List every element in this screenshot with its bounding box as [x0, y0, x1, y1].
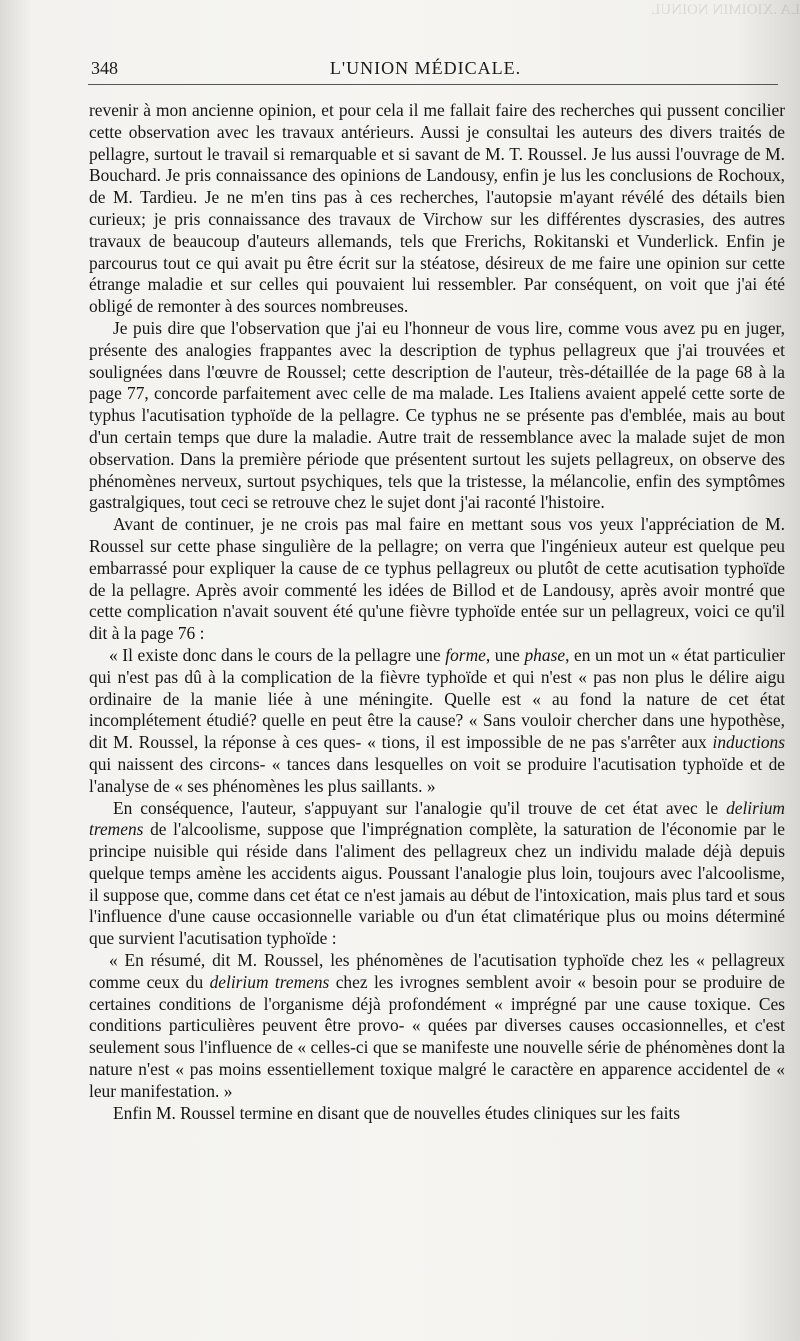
text-run: Je puis dire que l'observation que j'ai eu l'honneur de vous lire, comme vous avez pu en juger, présente des analogies frappantes avec la description de typhus pellagreux que j'ai trouvées et soulignées dans l'œuvre de Roussel; cette description de l'auteur, très-détaillée de la page 68 à la page 77, concorde parfaitement avec celle de ma malade. Les Italiens avaient appelé cette sorte de typhus l'acutisation typhoïde de la pellagre. Ce typhus ne se présente pas d'emblée, mais au bout d'un certain temps que dure la maladie. Autre trait de ressemblance avec la malade sujet de mon observation. Dans la première période que présentent surtout les sujets pellagreux, on observe des phénomènes nerveux, surtout psychiques, tels que la tristesse, la mélancolie, enfin des symptômes gastralgiques, tout ceci se retrouve chez le sujet dont j'ai raconté l'histoire. [89, 317, 785, 513]
italic-text: delirium tremens [209, 971, 330, 992]
header-rule [88, 84, 778, 85]
text-run: , une [485, 644, 525, 665]
quote-paragraph [89, 950, 785, 1103]
running-title: L'UNION MÉDICALE. [329, 58, 522, 78]
text-run: Avant de continuer, je ne crois pas mal faire en mettant sous vos yeux l'appréciation de M. Roussel sur cette phase singulière de la pellagre; on verra que l'ingénieux auteur est quelque peu embarrassé pour expliquer la cause de ce typhus pellagreux ou plutôt de cette acutisation typhoïde de la pellagre. Après avoir commenté les idées de Billod et de Landousy, après avoir montré que cette complication n'avait souvent été qu'une fièvre typhoïde entée sur un pellagreux, voici ce qu'il dit à la page 76 : [89, 514, 785, 644]
paragraph [89, 318, 785, 514]
italic-text: phase [524, 644, 566, 665]
paragraph [89, 1103, 785, 1125]
paragraph [89, 798, 785, 951]
text-run: , en un mot un « état particulier qui n'est pas dû à la complication de la fièvre typhoïde et qui n'est « pas non plus le délire aigu ordinaire de la manie liée à une méningite. Quelle est « au fond la nature de cet état incomplétement étudié? quelle en peut être la cause? « Sans vouloir chercher dans une hypothèse, dit M. Roussel, la réponse à ces ques- « tions, il est impossible de ne pas s'arrêter aux [89, 644, 785, 753]
text-run: de l'alcoolisme, suppose que l'imprégnation complète, la saturation de l'économie par le principe nuisible qui réside dans l'aliment des pellagreux chez un individu malade déjà depuis quelque temps amène les accidents aigus. Poussant l'analogie plus loin, toujours avec l'alcoolisme, il suppose que, comme dans cet état ce n'est jamais au début de l'intoxication, mais plus tard et sous l'influence d'une cause occasionnelle variable ou d'un état climatérique plus ou moins déterminé que survient l'acutisation typhoïde : [89, 819, 785, 949]
italic-text: forme [445, 644, 486, 665]
italic-text: inductions [712, 732, 785, 753]
italic-text: delirium tremens [89, 797, 785, 840]
page-number: 348 [91, 58, 118, 78]
paragraph [89, 100, 785, 318]
text-run: « En résumé, dit M. Roussel, les phénomènes de l'acutisation typhoïde chez les « pellagreux comme ceux du [89, 950, 785, 992]
bleed-through-text: LA .XIOIMIN NOINUL [651, 2, 800, 18]
body-text [89, 100, 785, 1124]
page-header [91, 58, 760, 80]
paragraph [89, 514, 785, 645]
text-run: « Il existe donc dans le cours de la pellagre une [109, 644, 446, 665]
text-run: revenir à mon ancienne opinion, et pour cela il me fallait faire des recherches qui pussent concilier cette observation avec les travaux antérieurs. Aussi je consultai les auteurs des divers traités de pellagre, surtout le travail si remarquable et si savant de M. T. Roussel. Je lus aussi l'ouvrage de M. Bouchard. Je pris connaissance des opinions de Landousy, enfin je lus les conclusions de Rochoux, de M. Tardieu. Je ne m'en tins pas à ces recherches, l'autopsie m'ayant révélé des détails bien curieux; je pris connaissance des travaux de Virchow sur les différentes dyscrasies, des autres travaux de beaucoup d'auteurs allemands, tels que Frerichs, Rokitanski et Vunderlick. Enfin je parcourus tout ce qui avait pu être écrit sur la stéatose, désireux de me faire une opinion sur cette étrange maladie et sur celles qui pouvaient lui ressembler. Par conséquent, on voit que j'ai été obligé de remonter à des sources nombreuses. [89, 100, 785, 317]
text-run: Enfin M. Roussel termine en disant que de nouvelles études cliniques sur les faits [113, 1102, 681, 1123]
text-run: qui naissent des circons- « tances dans lesquelles on voit se produire l'acutisation typhoïde et de l'analyse de « ses phénomènes les plus saillants. » [89, 753, 785, 796]
quote-paragraph [89, 645, 785, 798]
text-run: chez les ivrognes semblent avoir « besoin pour se produire de certaines conditions de l'organisme déjà profondément « imprégné par une cause toxique. Ces conditions particulières peuvent être provo- « quées par diverses causes occasionnelles, et c'est seulement sous l'influence de « celles-ci que se manifeste une nouvelle série de phénomènes dont la nature n'est « pas moins essentiellement toxique malgré le caractère en apparence accidentel de « leur manifestation. » [89, 971, 785, 1101]
text-run: En conséquence, l'auteur, s'appuyant sur l'analogie qu'il trouve de cet état avec le [113, 797, 727, 818]
